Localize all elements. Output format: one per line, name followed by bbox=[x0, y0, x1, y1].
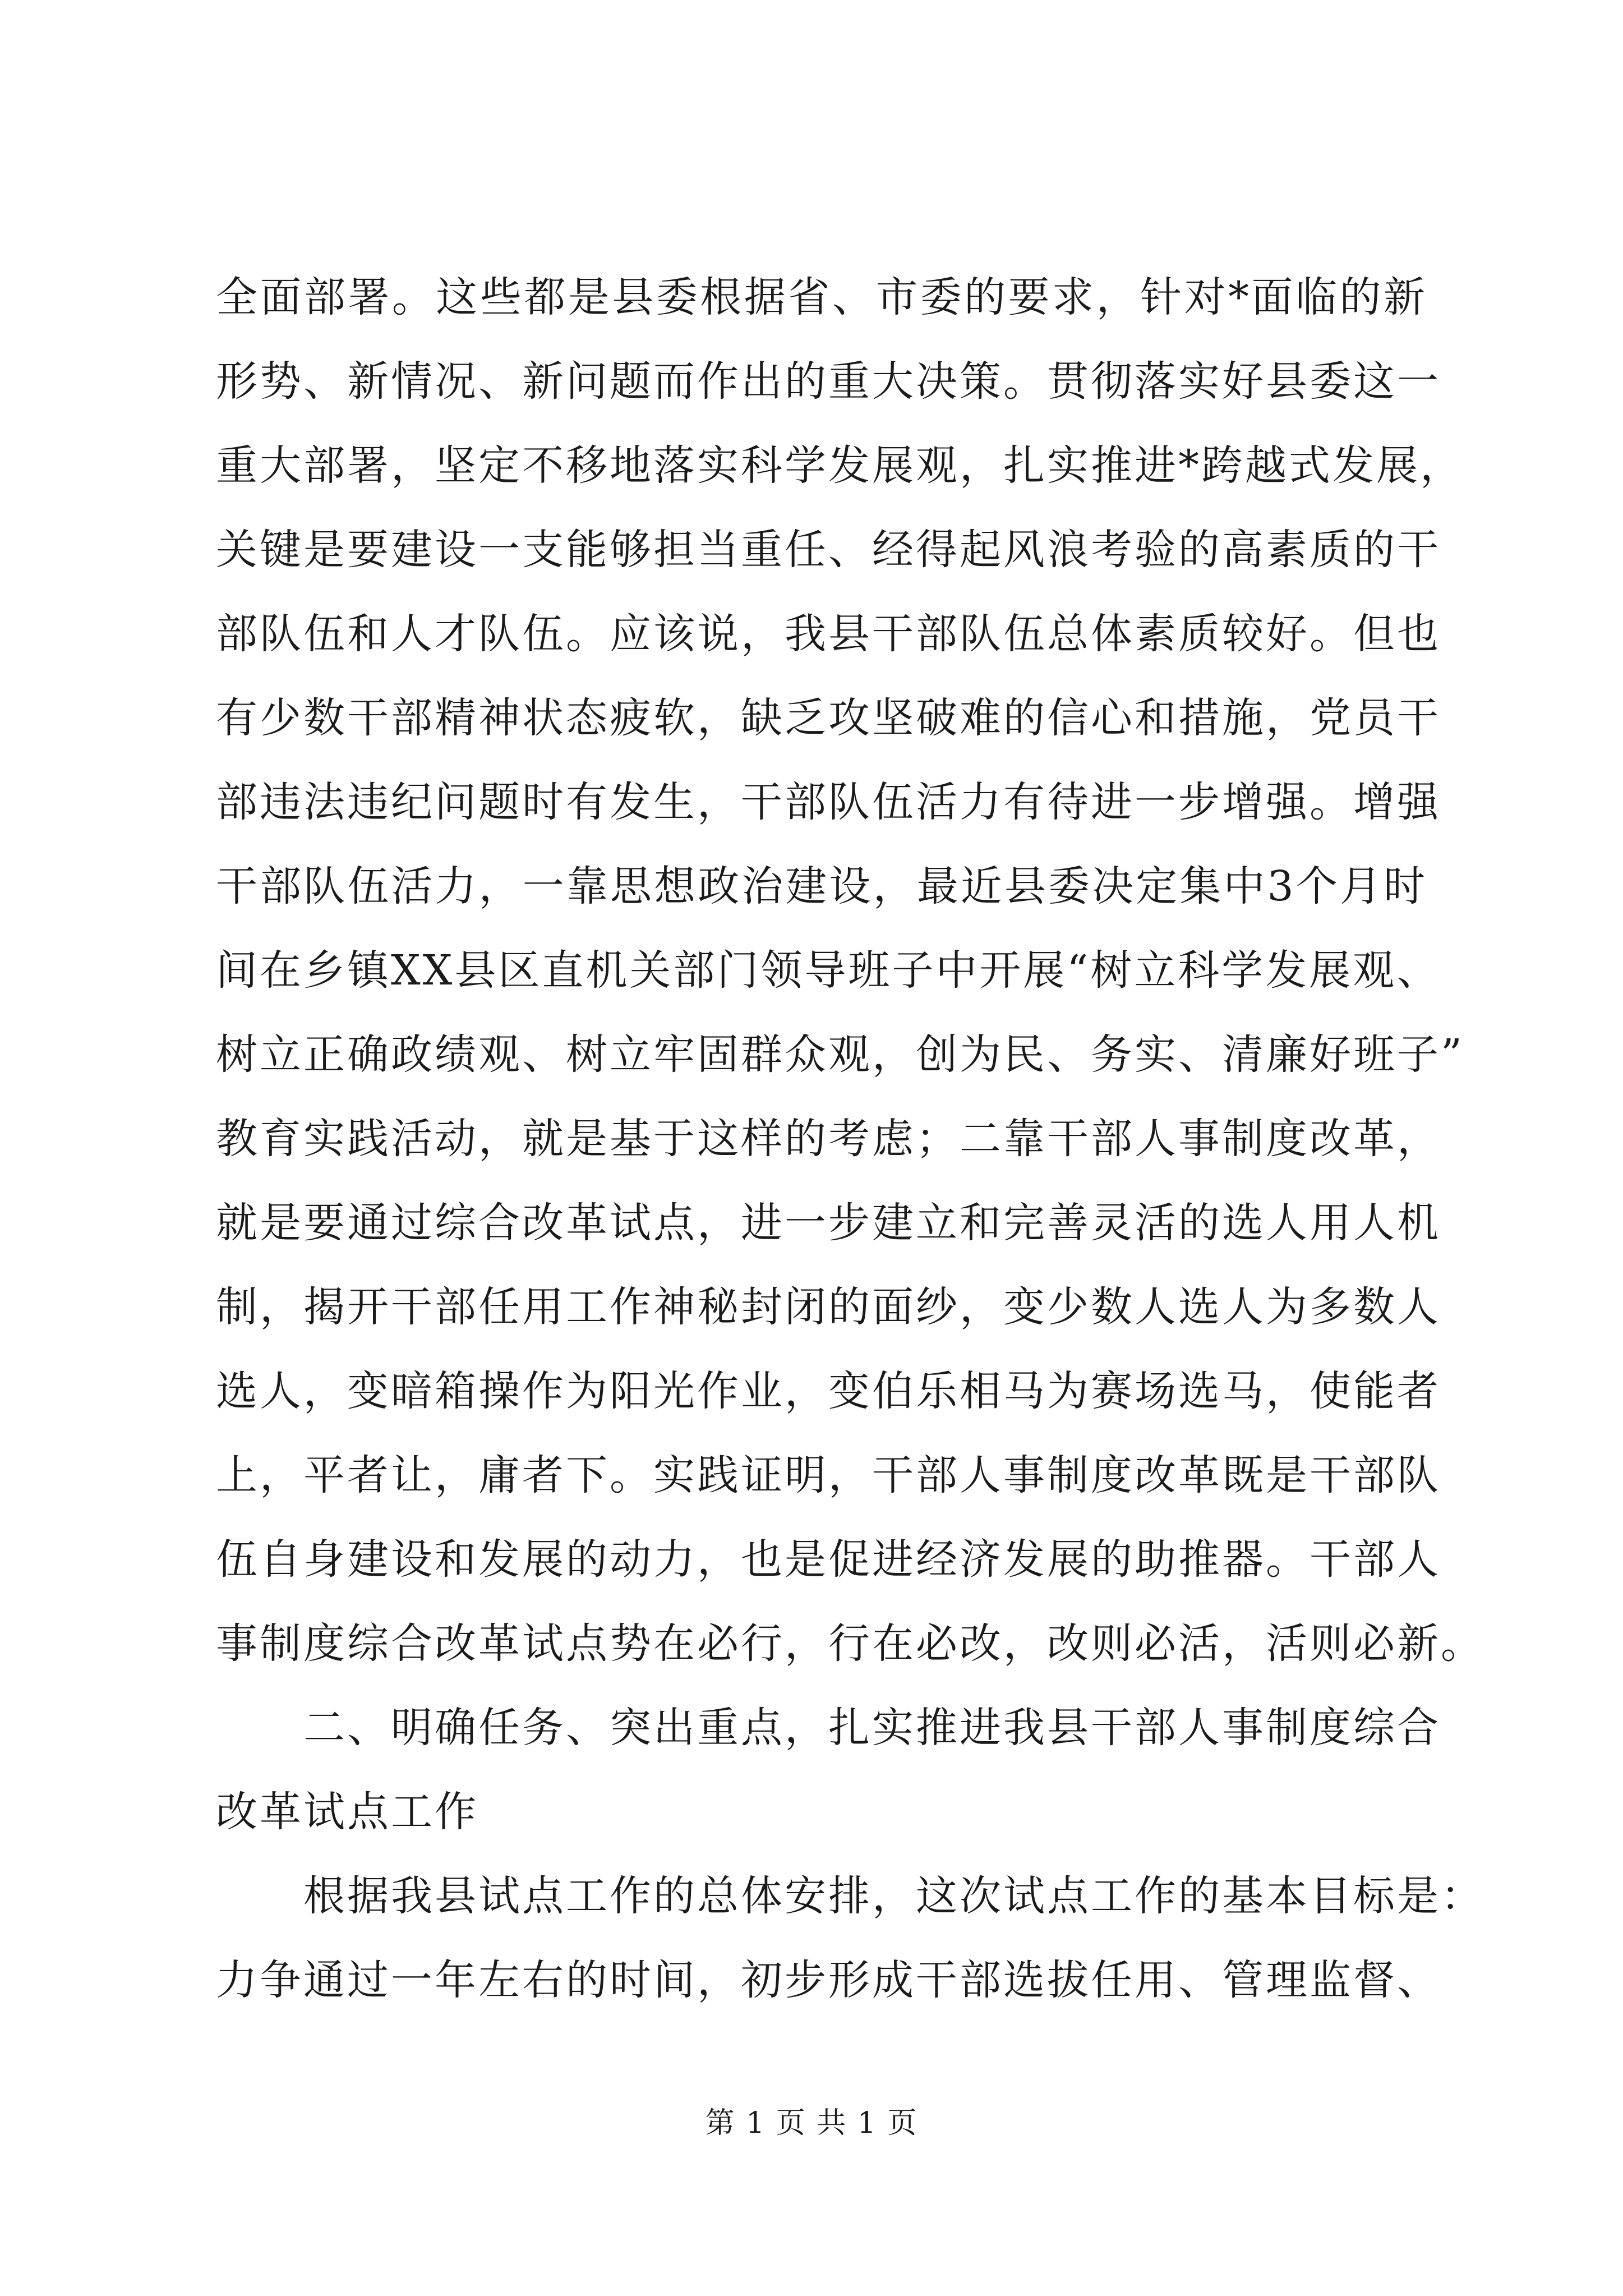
page-number-footer: 第 1 页 共 1 页 bbox=[705, 2106, 918, 2140]
text-line: 关键是要建设一支能够担当重任、经得起风浪考验的高素质的干 bbox=[216, 526, 1441, 574]
text-line: 部队伍和人才队伍。应该说，我县干部队伍总体素质较好。但也 bbox=[216, 610, 1441, 658]
text-line: 上，平者让，庸者下。实践证明，干部人事制度改革既是干部队 bbox=[216, 1451, 1441, 1499]
text-line: 树立正确政绩观、树立牢固群众观，创为民、务实、清廉好班子” bbox=[216, 1030, 1464, 1079]
text-line: 根据我县试点工作的总体安排，这次试点工作的基本目标是： bbox=[303, 1872, 1484, 1920]
text-line: 力争通过一年左右的时间，初步形成干部选拔任用、管理监督、 bbox=[216, 1956, 1441, 2004]
text-line: 事制度综合改革试点势在必行，行在必改，改则必活，活则必新。 bbox=[216, 1619, 1484, 1668]
text-line: 重大部署，坚定不移地落实科学发展观，扎实推进*跨越式发展， bbox=[216, 441, 1464, 490]
text-line: 教育实践活动，就是基于这样的考虑；二靠干部人事制度改革， bbox=[216, 1115, 1441, 1163]
section-heading-line: 改革试点工作 bbox=[216, 1788, 478, 1836]
section-heading-line: 二、明确任务、突出重点，扎实推进我县干部人事制度综合 bbox=[303, 1704, 1441, 1752]
text-line: 全面部署。这些都是县委根据省、市委的要求，针对*面临的新 bbox=[216, 273, 1427, 321]
text-line: 干部队伍活力，一靠思想政治建设，最近县委决定集中3个月时 bbox=[216, 862, 1427, 910]
text-line: 伍自身建设和发展的动力，也是促进经济发展的助推器。干部人 bbox=[216, 1535, 1441, 1584]
document-body bbox=[216, 255, 1484, 2022]
text-line: 形势、新情况、新问题而作出的重大决策。贯彻落实好县委这一 bbox=[216, 357, 1441, 406]
text-line: 部违法违纪问题时有发生，干部队伍活力有待进一步增强。增强 bbox=[216, 778, 1441, 826]
text-line: 间在乡镇XX县区直机关部门领导班子中开展“树立科学发展观、 bbox=[216, 946, 1441, 995]
text-line: 就是要通过综合改革试点，进一步建立和完善灵活的选人用人机 bbox=[216, 1199, 1441, 1247]
text-line: 选人，变暗箱操作为阳光作业，变伯乐相马为赛场选马，使能者 bbox=[216, 1367, 1441, 1415]
text-line: 有少数干部精神状态疲软，缺乏攻坚破难的信心和措施，党员干 bbox=[216, 694, 1441, 742]
text-line: 制，揭开干部任用工作神秘封闭的面纱，变少数人选人为多数人 bbox=[216, 1283, 1441, 1331]
